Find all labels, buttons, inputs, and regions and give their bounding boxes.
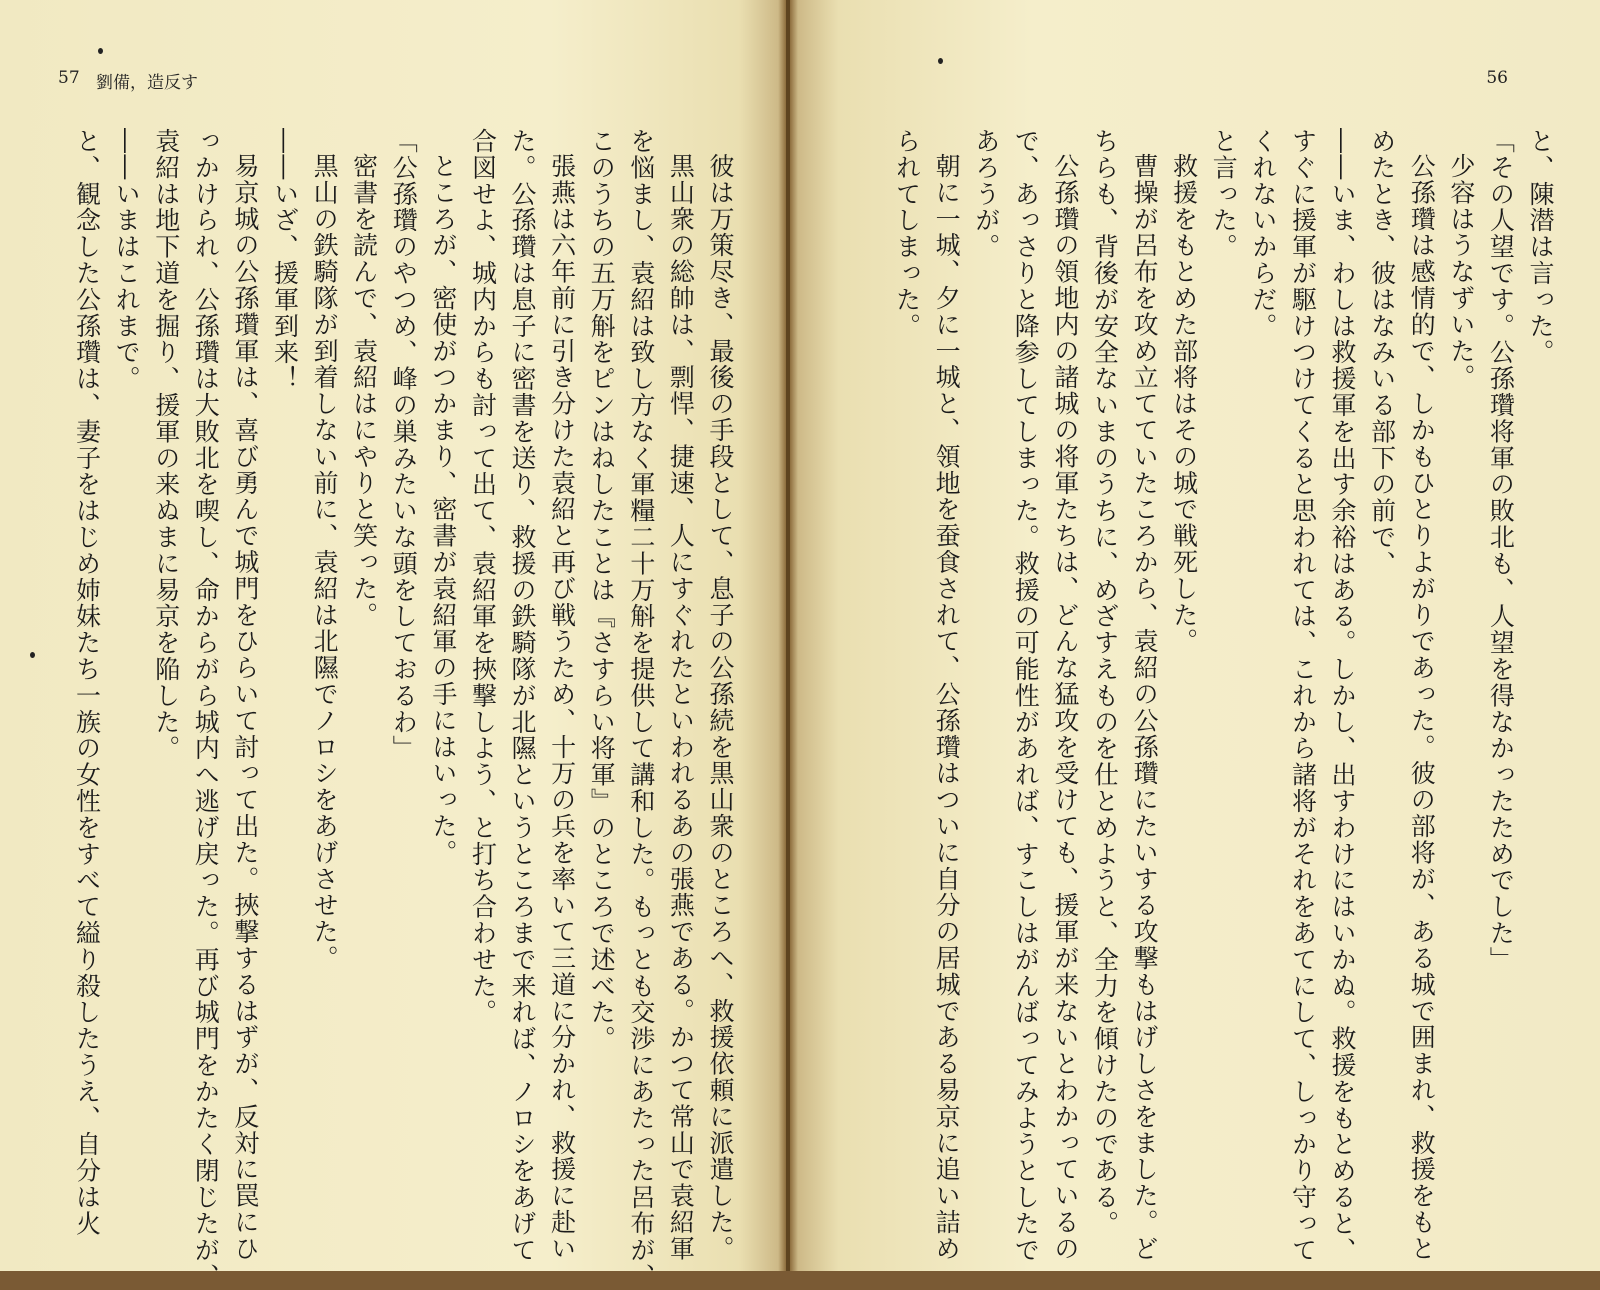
text-line: と、陳潜は言った。 xyxy=(1526,128,1555,366)
text-line: 朝に一城、夕に一城と、領地を蚕食されて、公孫瓚はついに自分の居城である易京に追い詰め xyxy=(932,153,962,1262)
text-line: と、観念した公孫瓚は、妻子をはじめ姉妹たち一族の女性をすべて縊り殺したうえ、自分は火 xyxy=(72,128,102,1237)
text-line: ――いまはこれまで。 xyxy=(112,128,142,392)
text-line: 黒山の鉄騎隊が到着しない前に、袁紹は北隰でノロシをあげさせた。 xyxy=(310,153,340,972)
text-line: 公孫瓚の領地内の諸城の将軍たちは、どんな猛攻を受けても、援軍が来ないとわかっているの xyxy=(1050,153,1080,1262)
text-line: すぐに援軍が駆けつけてくると思われては、これから諸将がそれをあてにして、しっかり守って xyxy=(1288,128,1318,1264)
text-line: ちらも、背後が安全ないまのうちに、めざすえものを仕とめようと、全力を傾けたのである。 xyxy=(1090,128,1120,1237)
print-speck xyxy=(938,58,943,64)
text-line: ――いま、わしは救援軍を出す余裕はある。しかし、出すわけにはいかぬ。救援をもとめると、 xyxy=(1328,128,1358,1264)
text-line: 少容はうなずいた。 xyxy=(1446,153,1476,391)
text-line: 袁紹は地下道を掘り、援軍の来ぬまに易京を陥した。 xyxy=(151,128,181,762)
text-line: 救援をもとめた部将はその城で戦死した。 xyxy=(1169,153,1199,655)
text-line: 密書を読んで、袁紹はにやりと笑った。 xyxy=(349,153,379,629)
text-line: くれないからだ。 xyxy=(1248,128,1278,340)
text-line: と言った。 xyxy=(1209,128,1239,260)
text-line: ――いざ、援軍到来！ xyxy=(270,128,300,392)
print-speck xyxy=(98,48,103,54)
text-line: 易京城の公孫瓚軍は、喜び勇んで城門をひらいて討って出た。挾撃するはずが、反対に罠にひ xyxy=(230,153,260,1262)
text-line: ところが、密使がつかまり、密書が袁紹軍の手にはいった。 xyxy=(428,153,458,866)
text-line: 「公孫瓚のやつめ、峰の巣みたいな頭をしておるわ」 xyxy=(389,128,419,762)
left-page-number: 57 xyxy=(58,68,80,88)
text-line: 合図せよ、城内からも討って出て、袁紹軍を挾撃しよう、と打ち合わせた。 xyxy=(468,128,498,1026)
text-line: このうちの五万斛をピンはねしたことは『さすらい将軍』のところで述べた。 xyxy=(587,128,617,1052)
text-line: 張燕は六年前に引き分けた袁紹と再び戦うため、十万の兵を率いて三道に分かれ、救援に赴い xyxy=(547,153,577,1262)
text-line: た。公孫瓚は息子に密書を送り、救援の鉄騎隊が北隰というところまで来れば、ノロシをあげて xyxy=(508,128,538,1264)
text-line: めたとき、彼はなみいる部下の前で、 xyxy=(1367,128,1397,577)
text-line: 彼は万策尽き、最後の手段として、息子の公孫続を黒山衆のところへ、救援依頼に派遣した。 xyxy=(706,153,735,1262)
left-page-text xyxy=(72,128,740,1290)
left-page xyxy=(0,0,786,1290)
text-line: で、あっさりと降参してしまった。救援の可能性があれば、すこしはがんばってみようとしたで xyxy=(1011,128,1041,1264)
text-line: あろうが。 xyxy=(971,128,1001,260)
text-line: を悩まし、袁紹は致し方なく軍糧二十万斛を提供して講和した。もっとも交渉にあたった呂布が、 xyxy=(626,128,656,1290)
print-speck xyxy=(30,652,35,658)
text-line: られてしまった。 xyxy=(892,128,922,340)
right-page xyxy=(790,0,1600,1271)
text-line: っかけられ、公孫瓚は大敗北を喫し、命からがら城内へ逃げ戻った。再び城門をかたく閉じたが、 xyxy=(191,128,221,1290)
text-line: 公孫瓚は感情的で、しかもひとりよがりであった。彼の部将が、ある城で囲まれ、救援をもと xyxy=(1407,153,1437,1262)
right-page-number: 56 xyxy=(1486,68,1508,88)
text-line: 黒山衆の総帥は、剽悍、捷速、人にすぐれたといわれるあの張燕である。かつて常山で袁紹軍 xyxy=(666,153,696,1262)
text-line: 曹操が呂布を攻め立てていたころから、袁紹の公孫瓚にたいする攻撃もはげしさをました。ど xyxy=(1130,153,1160,1262)
text-line: 「その人望です。公孫瓚将軍の敗北も、人望を得なかったためでした」 xyxy=(1486,128,1516,973)
right-page-text xyxy=(840,128,1560,1264)
running-header: 劉備，造反す xyxy=(96,73,198,93)
